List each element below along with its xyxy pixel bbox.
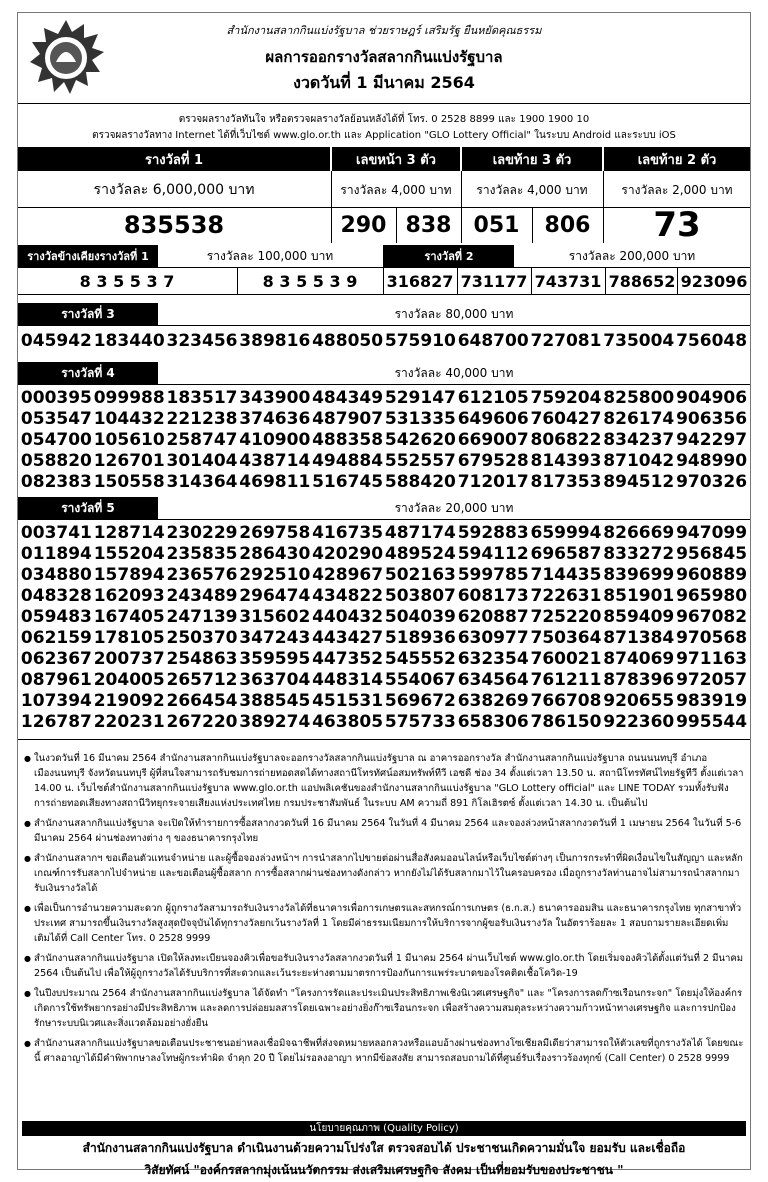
prize-number: 503807	[384, 586, 456, 606]
prize-number: 162093	[93, 586, 165, 606]
prize-number: 839699	[603, 565, 675, 585]
prize-number: 658306	[457, 712, 529, 732]
back2-number: 73	[653, 205, 701, 245]
prize-number: 575733	[384, 712, 456, 732]
prize-number: 786150	[530, 712, 602, 732]
prize-number: 529147	[384, 388, 456, 408]
prize-number: 826669	[603, 523, 675, 543]
prize-number: 502163	[384, 565, 456, 585]
prize-number: 054700	[20, 430, 92, 450]
prize-number: 545552	[384, 649, 456, 669]
prize-number: 814393	[530, 451, 602, 471]
fifth-prize-amount: รางวัลละ 20,000 บาท	[394, 500, 514, 515]
near-first-number: 8 3 5 5 3 9	[262, 271, 358, 291]
prize-number: 874069	[603, 649, 675, 669]
top-prizes	[18, 147, 750, 255]
prize-number: 183440	[93, 331, 165, 351]
prize-number: 062159	[20, 628, 92, 648]
check-info	[18, 103, 750, 148]
prize-number: 960889	[676, 565, 748, 585]
second-prize-amount: รางวัลละ 200,000 บาท	[568, 248, 696, 263]
first-prize-label: รางวัลที่ 1	[18, 147, 330, 171]
number-row	[20, 388, 748, 408]
prize-number: 531335	[384, 409, 456, 429]
prize-number: 099988	[93, 388, 165, 408]
fourth-prize-amount: รางวัลละ 40,000 บาท	[394, 365, 514, 380]
prize-number: 487174	[384, 523, 456, 543]
prize-number: 058820	[20, 451, 92, 471]
prize-number: 258747	[166, 430, 238, 450]
prize-number: 630977	[457, 628, 529, 648]
number-row	[20, 451, 748, 471]
number-row	[20, 544, 748, 564]
fifth-prize-section	[18, 497, 750, 737]
prize-number: 155204	[93, 544, 165, 564]
prize-number: 048328	[20, 586, 92, 606]
front3-number: 290	[340, 212, 387, 238]
prize-number: 003741	[20, 523, 92, 543]
first-prize-number: 835538	[123, 211, 225, 239]
quality-policy-label: นโยบายคุณภาพ (Quality Policy)	[22, 1121, 746, 1136]
notice-item: ● สำนักงานสลากกินแบ่งรัฐบาล เปิดให้ลงทะเบียนจองคิวเพื่อขอรับเงินรางวัลสลากงวดวันที่ 1 มีนาคม 2564 ผ่านเว็บไซต์ www.glo.or.th โดยเริ่มจองคิวได้ตั้งแต่วันที่ 2 มีนาคม 2564 เป็นต้นไป เพื่อให้ผู้ถูกรางวัลได้รับบริการที่สะดวกและเว้นระยะห่างตามมาตรการป้องกันการแพร่ระบาดของโรคติดเชื้อโควิด-19	[24, 951, 744, 981]
prize-number: 620887	[457, 607, 529, 627]
prize-number: 247139	[166, 607, 238, 627]
prize-number: 034880	[20, 565, 92, 585]
prize-number: 315602	[239, 607, 311, 627]
prize-number: 878396	[603, 670, 675, 690]
prize-number: 922360	[603, 712, 675, 732]
prize-number: 542620	[384, 430, 456, 450]
prize-number: 972057	[676, 670, 748, 690]
prize-number: 995544	[676, 712, 748, 732]
prize-number: 347243	[239, 628, 311, 648]
prize-number: 920655	[603, 691, 675, 711]
prize-number: 243489	[166, 586, 238, 606]
fourth-prize-section	[18, 362, 750, 496]
prize-number: 150558	[93, 472, 165, 492]
notice-item: ● เพื่อเป็นการอำนวยความสะดวก ผู้ถูกรางวัลสามารถรับเงินรางวัลได้ที่ธนาคารเพื่อการเกษตรและสหกรณ์การเกษตร (ธ.ก.ส.) ธนาคารออมสิน และธนาคารกรุงไทย ทุกสาขาทั่วประเทศ สามารถขึ้นเงินรางวัลสูงสุดปัจจุบันได้ทุกรางวัลยกเว้นรางวัลที่ 1 โดยมีค่าธรรมเนียมการให้บริการจากผู้ขอรับเงินรางวัล ในอัตราร้อยละ 1 สอบถามรายละเอียดเพิ่มเติมได้ที่ Call Center โทร. 0 2528 9999	[24, 901, 744, 946]
prize-number: 314364	[166, 472, 238, 492]
prize-number: 107394	[20, 691, 92, 711]
prize-number: 221238	[166, 409, 238, 429]
prize-number: 250370	[166, 628, 238, 648]
prize-number: 438714	[239, 451, 311, 471]
prize-number: 494884	[312, 451, 384, 471]
prize-number: 766708	[530, 691, 602, 711]
prize-number: 219092	[93, 691, 165, 711]
prize-number: 851901	[603, 586, 675, 606]
prize-number: 463805	[312, 712, 384, 732]
lottery-result-sheet	[17, 12, 751, 1177]
notice-item: ● สำนักงานสลากกินแบ่งรัฐบาล จะเปิดให้ทำรายการซื้อสลากงวดวันที่ 16 มีนาคม 2564 ในวันที่ 4 มีนาคม 2564 และจองล่วงหน้าสลากงวดวันที่ 1 เมษายน 2564 ในวันที่ 5-6 มีนาคม 2564 ผ่านช่องทางต่าง ๆ ของธนาคารกรุงไทย	[24, 816, 744, 846]
front3-label: เลขหน้า 3 ตัว	[332, 147, 460, 171]
prize-number: 735004	[603, 331, 675, 351]
second-prize-number: 743731	[534, 271, 602, 291]
prize-number: 416735	[312, 523, 384, 543]
near-first-and-second	[18, 245, 750, 301]
prize-number: 722631	[530, 586, 602, 606]
prize-number: 965980	[676, 586, 748, 606]
prize-number: 679528	[457, 451, 529, 471]
phone-info: ตรวจผลรางวัลทันใจ หรือตรวจผลรางวัลย้อนหลังได้ที่ โทร. 0 2528 8899 และ 1900 1900 10	[178, 114, 590, 125]
prize-number: 447352	[312, 649, 384, 669]
prize-number: 967082	[676, 607, 748, 627]
number-row	[20, 430, 748, 450]
prize-number: 696587	[530, 544, 602, 564]
prize-number: 970326	[676, 472, 748, 492]
prize-number: 157894	[93, 565, 165, 585]
prize-number: 871384	[603, 628, 675, 648]
prize-number: 859409	[603, 607, 675, 627]
prize-number: 760427	[530, 409, 602, 429]
prize-number: 569672	[384, 691, 456, 711]
prize-number: 374636	[239, 409, 311, 429]
prize-number: 178105	[93, 628, 165, 648]
prize-number: 834237	[603, 430, 675, 450]
prize-number: 727081	[530, 331, 602, 351]
number-row	[20, 691, 748, 711]
second-prize-label: รางวัลที่ 2	[384, 245, 514, 267]
prize-number: 323456	[166, 331, 238, 351]
prize-number: 487907	[312, 409, 384, 429]
near-first-number: 8 3 5 5 3 7	[79, 271, 175, 291]
prize-number: 045942	[20, 331, 92, 351]
prize-number: 469811	[239, 472, 311, 492]
notice-item: ● สำนักงานสลากกินแบ่งรัฐบาลขอเตือนประชาชนอย่าหลงเชื่อมิจฉาชีพที่ส่งจดหมายหลอกลวงหรือแอบอ้างผ่านช่องทางโซเชียลมีเดียว่าสามารถให้ตัวเลขที่ถูกรางวัลได้ โดยขณะนี้ ศาลอาญาได้มีคำพิพากษาลงโทษผู้กระทำผิด จำคุก 20 ปี โดยไม่รอลงอาญา หากมีข้อสงสัย สามารถสอบถามได้ที่ศูนย์รับเรื่องราวร้องทุกข์ (Call Center) 0 2528 9999	[24, 1036, 744, 1066]
prize-number: 286430	[239, 544, 311, 564]
prize-number: 420290	[312, 544, 384, 564]
front3-amount: รางวัลละ 4,000 บาท	[340, 182, 452, 197]
prize-number: 942297	[676, 430, 748, 450]
number-row	[20, 607, 748, 627]
prize-number: 825800	[603, 388, 675, 408]
prize-number: 105610	[93, 430, 165, 450]
prize-number: 128714	[93, 523, 165, 543]
fifth-prize-label: รางวัลที่ 5	[18, 497, 158, 519]
notice-item: ● สำนักงานสลากฯ ขอเตือนตัวแทนจำหน่าย และผู้ซื้อจองล่วงหน้าฯ การนำสลากไปขายต่อผ่านสื่อสังคมออนไลน์หรือเว็บไซต์ต่างๆ เป็นการกระทำที่ผิดเงื่อนไขในสัญญา และหลักเกณฑ์การรับสลากไปจำหน่าย และขอเตือนผู้ซื้อสลาก การซื้อสลากผ่านช่องทางดังกล่าว หากยังไม่ได้รับสลากมาไว้ในครอบครอง เมื่อถูกรางวัลท่านอาจไม่สามารถนำสลากมารับเงินรางวัลได้	[24, 851, 744, 896]
near-first-amount: รางวัลละ 100,000 บาท	[206, 248, 334, 263]
number-row	[20, 628, 748, 648]
page-title: ผลการออกรางวัลสลากกินแบ่งรัฐบาล	[265, 48, 503, 66]
prize-number: 659994	[530, 523, 602, 543]
prize-number: 059483	[20, 607, 92, 627]
prize-number: 826174	[603, 409, 675, 429]
number-row	[20, 565, 748, 585]
notice-item: ● ในงวดวันที่ 16 มีนาคม 2564 สำนักงานสลากกินแบ่งรัฐบาลจะออกรางวัลสลากกินแบ่งรัฐบาล ณ อาคารออกรางวัล สำนักงานสลากกินแบ่งรัฐบาล ถนนนนทบุรี อำเภอเมืองนนทบุรี จังหวัดนนทบุรี ผู้ที่สนใจสามารถรับชมการถ่ายทอดสดได้ทางสถานีโทรทัศน์อสมทรัพท์ทีวี เอชดี ช่อง 34 ตั้งแต่เวลา 13.50 น. สถานีโทรทัศน์ไทยรัฐทีวี ตั้งแต่เวลา 14.00 น. เว็บไซต์สำนักงานสลากกินแบ่งรัฐบาล www.glo.or.th แอปพลิเคชันของสำนักงานสลากกินแบ่งรัฐบาล "GLO Lottery official" และ LINE TODAY รวมทั้งรับฟังการถ่ายทอดเสียงทางสถานีวิทยุกระจายเสียงแห่งประเทศไทย กรมประชาสัมพันธ์ ในระบบ AM ความถี่ 891 กิโลเฮิรตซ์ ตั้งแต่เวลา 14.30 น. เป็นต้นไป	[24, 751, 744, 811]
prize-number: 488050	[312, 331, 384, 351]
prize-number: 516745	[312, 472, 384, 492]
number-row	[20, 586, 748, 606]
prize-number: 669007	[457, 430, 529, 450]
prize-number: 269758	[239, 523, 311, 543]
prize-number: 266454	[166, 691, 238, 711]
prize-number: 906356	[676, 409, 748, 429]
prize-number: 000395	[20, 388, 92, 408]
third-prize-label: รางวัลที่ 3	[18, 303, 158, 325]
back2-amount: รางวัลละ 2,000 บาท	[621, 182, 733, 197]
prize-number: 894512	[603, 472, 675, 492]
back3-amount: รางวัลละ 4,000 บาท	[476, 182, 588, 197]
third-prize-section	[18, 303, 750, 361]
prize-number: 612105	[457, 388, 529, 408]
prize-number: 230229	[166, 523, 238, 543]
prize-number: 443427	[312, 628, 384, 648]
prize-number: 970568	[676, 628, 748, 648]
prize-number: 504039	[384, 607, 456, 627]
prize-number: 725220	[530, 607, 602, 627]
back2-label: เลขท้าย 2 ตัว	[604, 147, 750, 171]
prize-number: 634564	[457, 670, 529, 690]
prize-number: 448314	[312, 670, 384, 690]
prize-number: 343900	[239, 388, 311, 408]
second-prize-number: 731177	[460, 271, 528, 291]
prize-number: 750364	[530, 628, 602, 648]
prize-number: 301404	[166, 451, 238, 471]
second-prize-number: 923096	[680, 271, 748, 291]
agency-motto: สำนักงานสลากกินแบ่งรัฐบาล ช่วยราษฎร์ เสริมรัฐ ยืนหยัดคุณธรรม	[226, 24, 542, 37]
prize-number: 760021	[530, 649, 602, 669]
third-prize-numbers	[20, 331, 748, 351]
first-prize-amount: รางวัลละ 6,000,000 บาท	[93, 182, 255, 198]
prize-number: 948990	[676, 451, 748, 471]
prize-number: 904906	[676, 388, 748, 408]
prize-number: 956845	[676, 544, 748, 564]
prize-number: 554067	[384, 670, 456, 690]
number-row	[20, 472, 748, 492]
second-prize-number: 788652	[608, 271, 676, 291]
prize-number: 638269	[457, 691, 529, 711]
prize-number: 053547	[20, 409, 92, 429]
prize-number: 489524	[384, 544, 456, 564]
prize-number: 428967	[312, 565, 384, 585]
number-row	[20, 670, 748, 690]
prize-number: 296474	[239, 586, 311, 606]
prize-number: 806822	[530, 430, 602, 450]
prize-number: 440432	[312, 607, 384, 627]
prize-number: 236576	[166, 565, 238, 585]
prize-number: 126701	[93, 451, 165, 471]
prize-number: 518936	[384, 628, 456, 648]
prize-number: 204005	[93, 670, 165, 690]
prize-number: 712017	[457, 472, 529, 492]
prize-number: 082383	[20, 472, 92, 492]
prize-number: 608173	[457, 586, 529, 606]
prize-number: 183517	[166, 388, 238, 408]
prize-number: 871042	[603, 451, 675, 471]
vision-text: วิสัยทัศน์ "องค์กรสลากมุ่งเน้นนวัตกรรม ส่งเสริมเศรษฐกิจ สังคม เป็นที่ยอมรับของประชาชน "	[144, 1163, 624, 1177]
prize-number: 588420	[384, 472, 456, 492]
back3-number: 806	[544, 212, 591, 238]
fourth-prize-label: รางวัลที่ 4	[18, 362, 158, 384]
internet-info: ตรวจผลรางวัลทาง Internet ได้ที่เว็บไซต์ www.glo.or.th และ Application "GLO Lottery Official" ในระบบ Android และระบบ iOS	[92, 130, 676, 141]
prize-number: 714435	[530, 565, 602, 585]
prize-number: 267220	[166, 712, 238, 732]
front3-number: 838	[405, 212, 452, 238]
prize-number: 167405	[93, 607, 165, 627]
prize-number: 648700	[457, 331, 529, 351]
prize-number: 983919	[676, 691, 748, 711]
prize-number: 971163	[676, 649, 748, 669]
prize-number: 434822	[312, 586, 384, 606]
prize-number: 388545	[239, 691, 311, 711]
number-row	[20, 712, 748, 732]
prize-number: 389816	[239, 331, 311, 351]
prize-number: 451531	[312, 691, 384, 711]
prize-number: 062367	[20, 649, 92, 669]
prize-number: 484349	[312, 388, 384, 408]
prize-number: 363704	[239, 670, 311, 690]
prize-number: 488358	[312, 430, 384, 450]
prize-number: 947099	[676, 523, 748, 543]
notice-list	[24, 751, 744, 1071]
draw-date: งวดวันที่ 1 มีนาคม 2564	[293, 73, 475, 92]
prize-number: 575910	[384, 331, 456, 351]
footer	[18, 1121, 750, 1180]
prize-number: 292510	[239, 565, 311, 585]
second-prize-number: 316827	[386, 271, 454, 291]
prize-number: 359595	[239, 649, 311, 669]
prize-number: 220231	[93, 712, 165, 732]
notice-item: ● ในปีงบประมาณ 2564 สำนักงานสลากกินแบ่งรัฐบาล ได้จัดทำ "โครงการรัดและประเมินประสิทธิภาพเชิงนิเวศเศรษฐกิจ" และ "โครงการลดก๊าซเรือนกระจก" โดยมุ่งให้องค์กรเกิดการใช้ทรัพยากรอย่างมีประสิทธิภาพ และลดการปล่อยมลสารโดยเฉพาะอย่างยิ่งก๊าซเรือนกระจก เพื่อสร้างความสมดุลระหว่างความก้าวหน้าทางเศรษฐกิจ และการปกป้องรักษาระบบนิเวศและสิ่งแวดล้อมอย่างยั่งยืน	[24, 986, 744, 1031]
prize-number: 599785	[457, 565, 529, 585]
near-first-label: รางวัลข้างเคียงรางวัลที่ 1	[18, 245, 158, 267]
prize-number: 552557	[384, 451, 456, 471]
prize-number: 087961	[20, 670, 92, 690]
prize-number: 254863	[166, 649, 238, 669]
prize-number: 649606	[457, 409, 529, 429]
prize-number: 011894	[20, 544, 92, 564]
number-row	[20, 409, 748, 429]
prize-number: 104432	[93, 409, 165, 429]
prize-number: 817353	[530, 472, 602, 492]
prize-number: 389274	[239, 712, 311, 732]
prize-number: 761211	[530, 670, 602, 690]
prize-number: 632354	[457, 649, 529, 669]
back3-number: 051	[473, 212, 520, 238]
prize-number: 833272	[603, 544, 675, 564]
back3-label: เลขท้าย 3 ตัว	[462, 147, 602, 171]
header	[18, 13, 750, 103]
number-row	[20, 649, 748, 669]
prize-number: 235835	[166, 544, 238, 564]
third-prize-amount: รางวัลละ 80,000 บาท	[394, 306, 514, 321]
prize-number: 200737	[93, 649, 165, 669]
number-row	[20, 523, 748, 543]
quality-policy-text: สำนักงานสลากกินแบ่งรัฐบาล ดำเนินงานด้วยความโปร่งใส ตรวจสอบได้ ประชาชนเกิดความมั่นใจ ยอมรับ และเชื่อถือ	[82, 1141, 686, 1155]
prize-number: 592883	[457, 523, 529, 543]
prize-number: 126787	[20, 712, 92, 732]
prize-number: 594112	[457, 544, 529, 564]
prize-number: 756048	[676, 331, 748, 351]
prize-number: 265712	[166, 670, 238, 690]
prize-number: 759204	[530, 388, 602, 408]
prize-number: 410900	[239, 430, 311, 450]
